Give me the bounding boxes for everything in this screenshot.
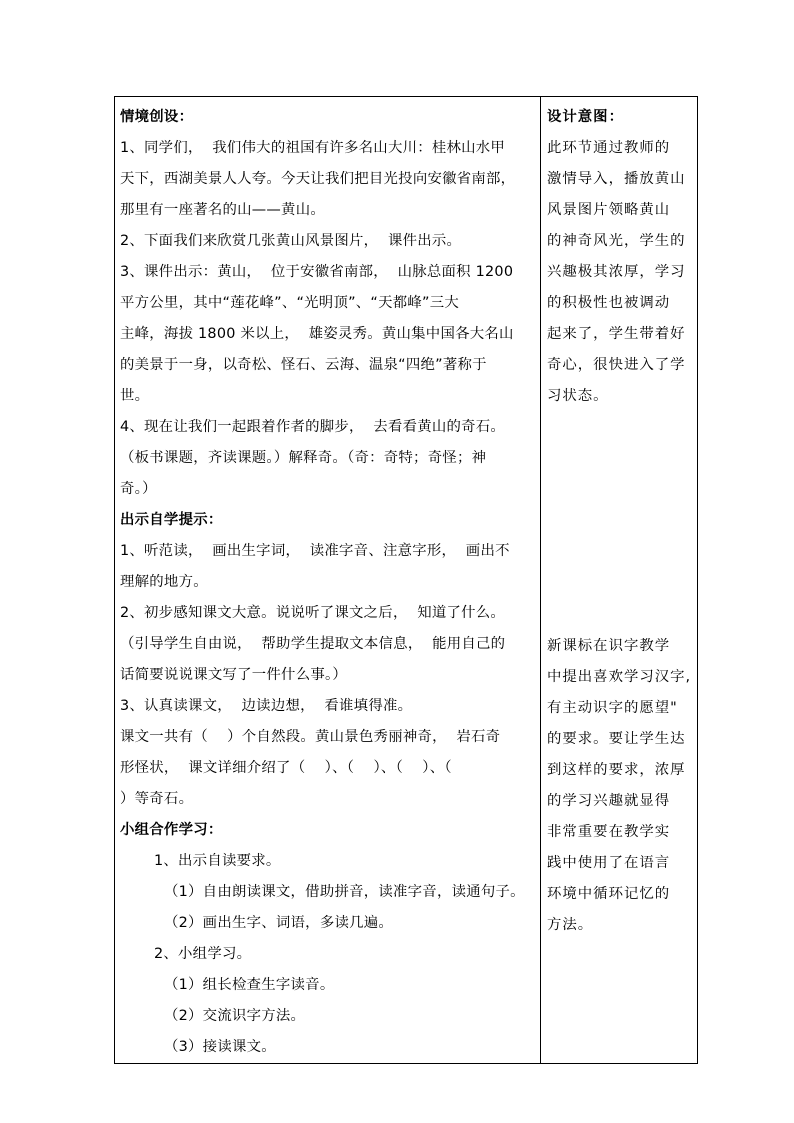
text-line: 形怪状， 课文详细介绍了（ ）、（ ）、（ ）、（ <box>120 760 452 776</box>
text-line: 2、下面我们来欣赏几张黄山风景图片， 课件出示。 <box>120 233 462 249</box>
text-line: ）等奇石。 <box>120 791 194 807</box>
lesson-plan-table <box>114 96 698 1064</box>
text-line: （2）交流识字方法。 <box>164 1008 306 1024</box>
text-line: （1）组长检查生字读音。 <box>164 977 335 993</box>
text-line: 中提出喜欢学习汉字, <box>547 669 692 685</box>
text-line: 方法。 <box>547 917 594 933</box>
text-line: 风景图片领略黄山 <box>547 202 671 218</box>
text-line: 的学习兴趣就显得 <box>547 793 671 809</box>
text-line: 新课标在识字教学 <box>547 638 671 654</box>
text-line: 激情导入，播放黄山 <box>547 171 686 187</box>
section-heading-situation: 情境创设： <box>120 109 194 125</box>
section-heading-group-study: 小组合作学习： <box>120 822 223 838</box>
text-line: 平方公里，其中“莲花峰”、“光明顶”、“天都峰”三大 <box>120 295 460 311</box>
text-line: 2、小组学习。 <box>154 946 252 962</box>
text-line: 3、课件出示：黄山， 位于安徽省南部， 山脉总面积 1200 <box>120 264 514 280</box>
text-line: 非常重要在教学实 <box>547 824 671 840</box>
text-line: 的神奇风光，学生的 <box>547 233 686 249</box>
text-line: 主峰，海拔 1800 米以上， 雄姿灵秀。黄山集中国各大名山 <box>120 326 514 342</box>
text-line: 的美景于一身，以奇松、怪石、云海、温泉“四绝”著称于 <box>120 357 487 373</box>
section-heading-self-study: 出示自学提示： <box>120 512 223 528</box>
text-line: 环境中循环记忆的 <box>547 886 671 902</box>
text-line: 课文一共有（ ）个自然段。黄山景色秀丽神奇， 岩石奇 <box>120 729 501 745</box>
design-intent-cell <box>541 97 698 1064</box>
text-line: （3）接读课文。 <box>164 1039 276 1055</box>
text-line: 践中使用了在语言 <box>547 855 671 871</box>
text-line: 奇。） <box>120 481 157 497</box>
text-line: 习状态。 <box>547 388 609 404</box>
text-line: （板书课题，齐读课题。）解释奇。（奇：奇特；奇怪；神 <box>120 450 487 466</box>
text-line: 有主动识字的愿望" <box>547 700 678 716</box>
text-line: 1、听范读， 画出生字词， 读准字音、注意字形， 画出不 <box>120 543 510 559</box>
text-line: 1、出示自读要求。 <box>154 853 281 869</box>
text-line: 4、现在让我们一起跟着作者的脚步， 去看看黄山的奇石。 <box>120 419 506 435</box>
teaching-process-cell <box>115 97 541 1064</box>
text-line: 奇心，很快进入了学 <box>547 357 686 373</box>
text-line: 2、初步感知课文大意。说说听了课文之后， 知道了什么。 <box>120 605 506 621</box>
text-line: 话简要说说课文写了一件什么事。） <box>120 667 348 683</box>
text-line: 世。 <box>120 388 150 404</box>
design-intent-paragraph-1 <box>547 133 693 412</box>
text-line: 到这样的要求，浓厚 <box>547 762 686 778</box>
text-line: （引导学生自由说， 帮助学生提取文本信息， 能用自己的 <box>120 636 506 652</box>
text-line: 理解的地方。 <box>120 574 208 590</box>
text-line: （2）画出生字、词语，多读几遍。 <box>164 915 394 931</box>
text-line: 天下，西湖美景人人夸。今天让我们把目光投向安徽省南部， <box>120 171 516 187</box>
text-line: 那里有一座著名的山——黄山。 <box>120 202 325 218</box>
text-line: 1、同学们， 我们伟大的祖国有许多名山大川：桂林山水甲 <box>120 140 506 156</box>
text-line: 的积极性也被调动 <box>547 295 671 311</box>
text-line: 此环节通过教师的 <box>547 140 671 156</box>
design-intent-heading: 设计意图： <box>547 109 624 125</box>
text-line: （1）自由朗读课文，借助拼音，读准字音，读通句子。 <box>164 884 525 900</box>
text-line: 起来了，学生带着好 <box>547 326 686 342</box>
text-line: 的要求。要让学生达 <box>547 731 686 747</box>
design-intent-paragraph-2 <box>547 631 697 941</box>
table-row <box>115 97 698 1064</box>
text-line: 3、认真读课文， 边读边想， 看谁填得准。 <box>120 698 413 714</box>
text-line: 兴趣极其浓厚，学习 <box>547 264 686 280</box>
